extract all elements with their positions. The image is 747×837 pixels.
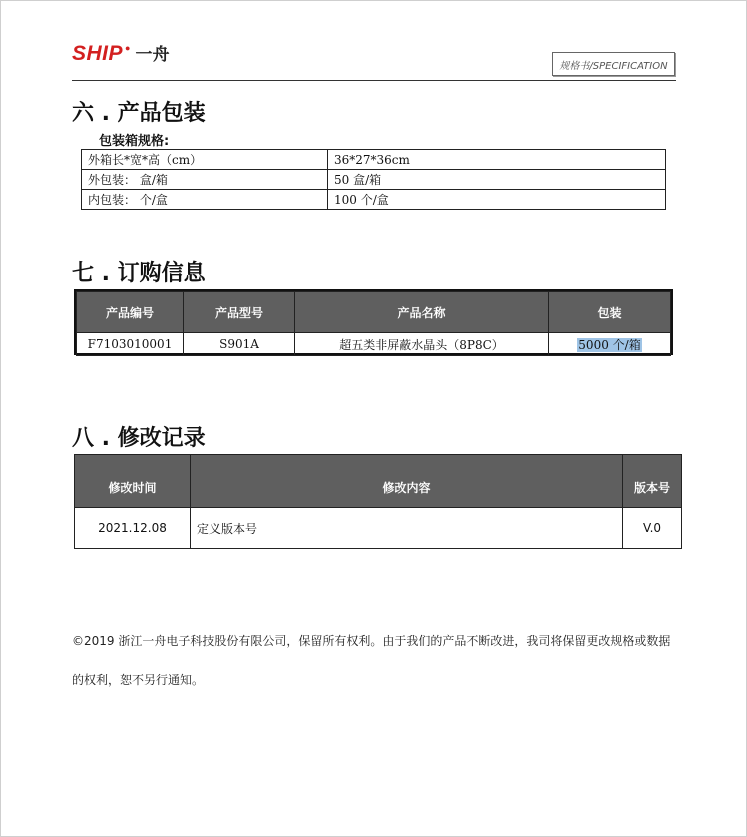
logo — [72, 40, 169, 66]
revision-table — [74, 454, 682, 549]
table-header: 产品名称 — [295, 292, 549, 333]
table-header: 版本号 — [623, 455, 682, 508]
logo-dot: ● — [125, 43, 131, 53]
copyright-notice: ©2019 浙江一舟电子科技股份有限公司，保留所有权利。由于我们的产品不断改进，我司将保留更改规格或数据的权利，恕不另行通知。 — [72, 634, 671, 687]
table-header: 修改时间 — [75, 455, 191, 508]
logo-text: SHIP — [72, 42, 124, 65]
table-cell: 外包装： 盒/箱 — [82, 170, 328, 190]
table-cell: 36*27*36cm — [328, 150, 666, 170]
table-header-row — [75, 455, 682, 508]
table-cell: 100 个/盒 — [328, 190, 666, 210]
table-cell: 50 盒/箱 — [328, 170, 666, 190]
section-title-revision: 八 . 修改记录 — [72, 426, 206, 451]
order-table — [76, 291, 671, 356]
table-row — [75, 508, 682, 549]
table-header: 包装 — [549, 292, 671, 333]
packaging-subtitle: 包装箱规格: — [99, 134, 170, 149]
order-table-frame — [74, 289, 673, 355]
table-cell: 2021.12.08 — [75, 508, 191, 549]
header-divider — [72, 80, 676, 81]
section-title-packaging: 六 . 产品包装 — [72, 101, 206, 126]
table-row — [82, 170, 666, 190]
table-row — [77, 333, 671, 356]
table-cell: S901A — [184, 333, 295, 356]
table-cell: V.0 — [623, 508, 682, 549]
table-cell: 定义版本号 — [191, 508, 623, 549]
selected-text[interactable]: 5000 个/箱 — [578, 337, 641, 352]
table-row — [82, 150, 666, 170]
table-header: 修改内容 — [191, 455, 623, 508]
table-row — [82, 190, 666, 210]
spec-label: 规格书/SPECIFICATION — [552, 52, 675, 76]
logo-chinese: 一舟 — [135, 45, 170, 65]
table-cell: 超五类非屏蔽水晶头（8P8C） — [295, 333, 549, 356]
table-cell: 内包装： 个/盒 — [82, 190, 328, 210]
table-header: 产品型号 — [184, 292, 295, 333]
table-cell: 外箱长*宽*高（cm） — [82, 150, 328, 170]
table-header: 产品编号 — [77, 292, 184, 333]
section-title-order: 七 . 订购信息 — [72, 261, 206, 286]
table-cell-selected[interactable] — [549, 333, 671, 356]
table-header-row — [77, 292, 671, 333]
packaging-table — [81, 149, 666, 210]
table-cell: F7103010001 — [77, 333, 184, 356]
